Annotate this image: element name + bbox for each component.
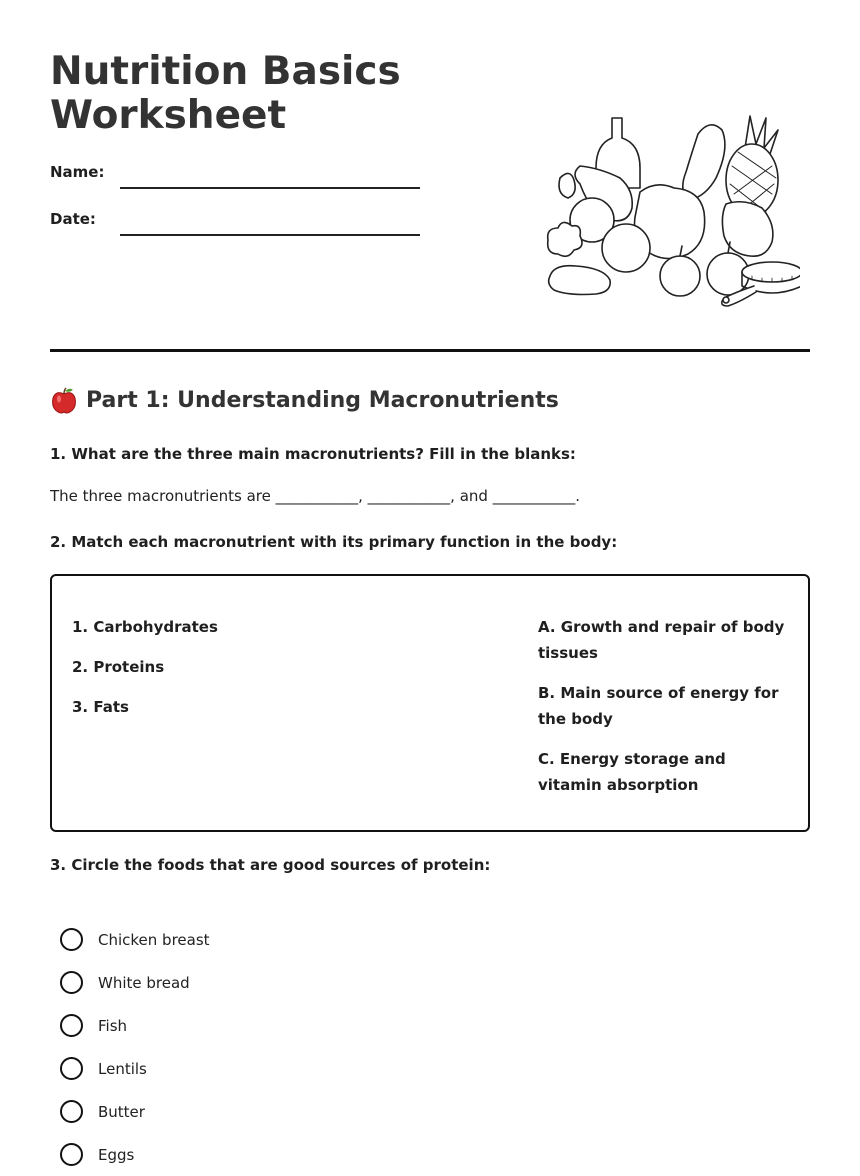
food-option-label: Lentils	[98, 1059, 147, 1078]
food-option-label: Chicken breast	[98, 930, 210, 949]
radio-circle-icon[interactable]	[60, 1057, 83, 1080]
matching-right-item[interactable]: B. Main source of energy for the body	[538, 684, 779, 728]
food-option-label: Fish	[98, 1016, 128, 1035]
question-3-prompt: 3. Circle the foods that are good sources of protein:	[50, 856, 491, 874]
food-option-white-bread[interactable]	[60, 961, 460, 1004]
matching-right-item[interactable]: A. Growth and repair of body tissues	[538, 618, 785, 662]
tomato-icon	[602, 224, 650, 272]
food-option-lentils[interactable]	[60, 1047, 460, 1090]
date-label: Date:	[50, 210, 96, 228]
matching-left-column	[72, 614, 372, 734]
apple-icon	[50, 386, 78, 414]
radio-circle-icon[interactable]	[60, 928, 83, 951]
onion-icon	[559, 173, 575, 198]
food-option-label: Eggs	[98, 1145, 135, 1164]
name-field[interactable]	[50, 163, 430, 187]
cucumber-icon	[549, 266, 611, 295]
radio-circle-icon[interactable]	[60, 971, 83, 994]
section-title-part1	[50, 386, 559, 414]
measuring-tape-icon	[742, 262, 800, 282]
matching-right-column	[538, 614, 792, 812]
vegetables-illustration	[540, 108, 800, 308]
name-line[interactable]	[120, 187, 420, 189]
food-option-fish[interactable]	[60, 1004, 460, 1047]
question-1-prompt: 1. What are the three main macronutrients? Fill in the blanks:	[50, 445, 576, 463]
date-line[interactable]	[120, 234, 420, 236]
worksheet-header	[50, 0, 810, 413]
apple-left-icon	[660, 256, 700, 296]
squash-icon	[683, 125, 725, 200]
worksheet-page	[50, 0, 810, 1164]
name-label: Name:	[50, 163, 105, 181]
food-option-chicken-breast[interactable]	[60, 918, 460, 961]
matching-box	[50, 574, 810, 832]
matching-right-item[interactable]: C. Energy storage and vitamin absorption	[538, 750, 726, 794]
matching-left-item[interactable]: 2. Proteins	[72, 658, 165, 676]
broccoli-icon	[548, 222, 582, 256]
date-field[interactable]	[50, 210, 430, 234]
radio-circle-icon[interactable]	[60, 1100, 83, 1123]
question-2-prompt: 2. Match each macronutrient with its primary function in the body:	[50, 533, 618, 551]
radio-circle-icon[interactable]	[60, 1014, 83, 1037]
worksheet-title: Nutrition Basics Worksheet	[50, 49, 401, 138]
header-divider	[50, 349, 810, 352]
food-option-butter[interactable]	[60, 1090, 460, 1133]
food-option-label: Butter	[98, 1102, 145, 1121]
section-title-text: Part 1: Understanding Macronutrients	[86, 387, 559, 413]
protein-food-options	[60, 918, 460, 1176]
food-option-label: White bread	[98, 973, 190, 992]
radio-circle-icon[interactable]	[60, 1143, 83, 1166]
food-option-eggs[interactable]	[60, 1133, 460, 1176]
question-1-fill-in-blanks[interactable]: The three macronutrients are ___________, ___________, and ___________.	[50, 487, 580, 505]
matching-left-item[interactable]: 3. Fats	[72, 698, 129, 716]
matching-left-item[interactable]: 1. Carbohydrates	[72, 618, 218, 636]
